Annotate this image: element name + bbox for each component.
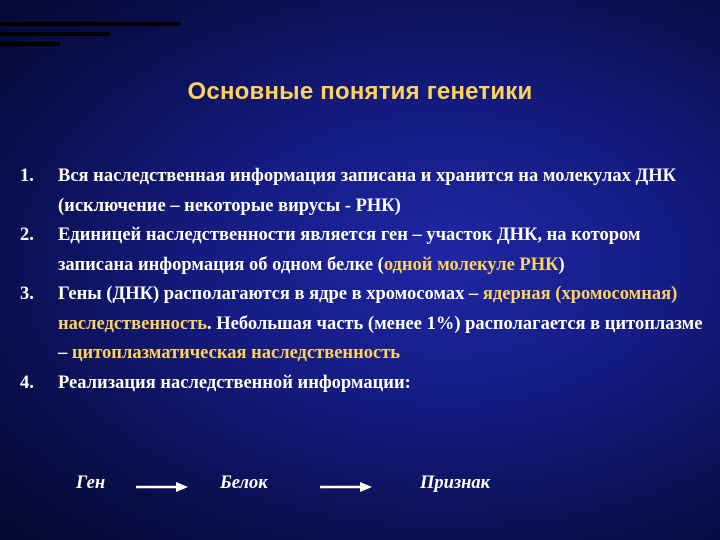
decor-bar-1 [0,22,180,26]
item-highlight: одной молекуле РНК [383,254,559,275]
slide-title: Основные понятия генетики [187,78,533,105]
item-number: 4. [20,372,34,393]
item-number: 2. [20,225,34,245]
item-number: 3. [20,284,34,304]
decor-bar-3 [0,42,60,46]
item-text: Реализация наследственной информации: [58,372,411,393]
item-highlight: ядерная (хромосомная) наследственность [58,284,678,334]
arrow-right-icon [320,479,372,495]
item-number: 1. [20,166,34,186]
flow-protein: Белок [220,473,268,493]
flow-gene: Ген [76,473,106,493]
item-text: Вся наследственная информация записана и хранится на молекулах ДНК (исключение – некоторые вирусы - РНК) [58,166,677,216]
decor-bar-2 [0,32,110,36]
item-text: . Небольшая часть (менее 1%) располагается в цитоплазме – [58,313,703,363]
flow-trait: Признак [420,473,491,493]
list-item-3 [20,280,710,369]
item-text: Единицей наследственности является ген – участок ДНК, на котором записана информация об одном белке ( [58,225,641,275]
list-item-1 [20,162,710,221]
item-highlight: цитоплазматическая наследственность [71,343,401,363]
arrow-right-icon [136,479,188,495]
list-item-2 [20,221,710,280]
gene-flow [0,473,720,503]
item-text: ) [558,254,565,275]
item-text: Гены (ДНК) располагаются в ядре в хромосомах – [58,284,483,304]
concept-list [20,162,710,398]
list-item-4 [20,369,710,399]
